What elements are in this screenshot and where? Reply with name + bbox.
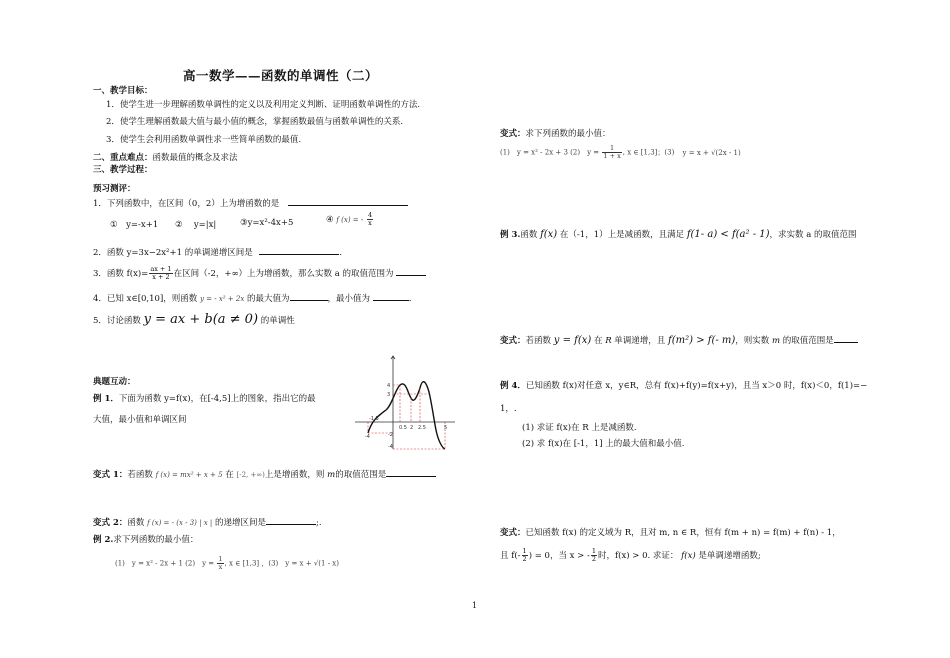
page-title: 高一数学——函数的单调性（二）	[183, 68, 379, 83]
section-process-heading: 三、教学过程：	[93, 165, 153, 175]
question-4-prefix: 4．已知 x∈[0,10]，则函数	[93, 294, 198, 304]
preview-heading: 预习测评：	[93, 184, 136, 194]
example-3-label: 例 3.	[500, 230, 521, 240]
example-2-part-2-domain: , x ∈ [1,3]	[224, 559, 260, 568]
fraction-numerator: 1	[522, 547, 527, 555]
example-2-parts	[115, 556, 339, 571]
example-1-line-2: 大值，最小值和单调区间	[93, 415, 187, 425]
variant-1-suffix: 上是增函数，则	[264, 470, 325, 480]
variant-3-comma: ，则实数	[735, 336, 770, 346]
right-variant-label: 变式：	[500, 129, 526, 139]
question-5-prefix: 5．讨论函数	[93, 316, 141, 326]
example-3-function: f(x)	[540, 229, 558, 240]
q1-option-4-marker: ④	[326, 215, 334, 225]
answer-blank-variant-2	[266, 515, 316, 525]
svg-text:-2: -2	[388, 432, 393, 438]
right-variant-part-2-domain: , x ∈ [1,3]	[622, 148, 658, 157]
fraction-numerator: 1	[218, 555, 223, 563]
q1-option-1: ① y=-x+1	[110, 220, 159, 230]
fraction-denominator: 2	[522, 555, 527, 563]
answer-blank-4a	[290, 291, 328, 301]
fraction-denominator: x	[368, 219, 372, 227]
question-1-text: 1．下列函数中，在区间（0，2）上为增函数的是	[93, 199, 280, 209]
example-4-label: 例 4．	[500, 381, 526, 391]
question-4-mid: 的最大值为	[247, 294, 290, 304]
fraction-denominator: x + 2	[152, 273, 170, 281]
right-variant-part-2-fraction	[602, 145, 621, 160]
svg-text:3: 3	[387, 392, 391, 398]
preview-question-5	[93, 312, 295, 327]
variant-4-line-2	[500, 548, 761, 563]
variant-3-prefix: 若函数	[525, 336, 552, 346]
variant-1-mid: 在	[225, 470, 234, 480]
variant-4-function: f(x)	[681, 551, 696, 561]
variant-3-label: 变式：	[500, 336, 526, 346]
variant-4-part-c: 时，f(x) > 0. 求证：	[597, 551, 679, 561]
variant-1	[93, 467, 436, 480]
example-1-label: 例 1．	[93, 394, 119, 404]
variant-3-variable: m	[772, 336, 781, 346]
question-3-suffix: 在区间（-2，+∞）上为增函数，那么实数 a 的取值范围为	[173, 269, 394, 279]
svg-text:2: 2	[410, 425, 414, 431]
answer-blank-3	[396, 266, 426, 276]
goal-item-2: 2．使学生理解函数最大值与最小值的概念，掌握函数最值与函数单调性的关系.	[106, 117, 404, 127]
example-4-line-1	[500, 379, 867, 391]
variant-2-prefix: 函数	[127, 518, 145, 528]
answer-blank-variant-1	[386, 467, 436, 477]
question-5-function: y = ax + b(a ≠ 0)	[143, 312, 259, 327]
right-variant	[500, 127, 611, 139]
variant-3-in: 在	[593, 336, 603, 346]
fraction-denominator: x	[218, 563, 223, 571]
example-4-question-2: (2) 求 f(x)在 [-1，1] 上的最大值和最小值.	[522, 439, 685, 449]
variant-4-part-e: 是单调递增函数;	[698, 551, 761, 561]
variant-2-label: 变式 2：	[93, 518, 128, 528]
example-4-text: 已知函数 f(x)对任意 x，y∈R，总有 f(x)+f(y)=f(x+y)，且当 x＞0 时，f(x)＜0，f(1)=−	[525, 381, 868, 391]
right-variant-part-1: (1) y = x² - 2x + 3	[500, 148, 568, 157]
preview-question-1	[93, 196, 408, 209]
question-4-function: y = - x² + 2x	[199, 295, 245, 303]
key-points-heading: 二、重点难点：	[93, 153, 153, 163]
example-3	[500, 228, 857, 240]
variant-4-fraction-1	[522, 548, 528, 563]
variant-4-line-1	[500, 526, 841, 538]
fraction-numerator: 4	[367, 211, 373, 219]
page-number: 1	[472, 601, 478, 610]
preview-question-4	[93, 291, 417, 304]
fraction-numerator: 1	[602, 145, 621, 153]
variant-2-function: f (x) = - (x - 3) | x |	[147, 519, 213, 527]
variant-2	[93, 515, 322, 528]
question-3-fraction	[149, 266, 172, 281]
variant-4-fraction-2	[591, 548, 597, 563]
section-teaching-goals-heading: 一、教学目标：	[93, 86, 153, 96]
right-variant-text: 求下列函数的最小值：	[525, 129, 611, 139]
question-2-text: 2．函数 y=3x−2x²+1 的单调递增区间是	[93, 248, 253, 258]
example-4-question-1: (1) 求证 f(x)在 R 上是减函数.	[522, 423, 637, 433]
variant-1-interval: [-2, +∞)	[236, 471, 265, 479]
example-4-line-2: 1，.	[500, 404, 517, 414]
function-graph	[350, 350, 460, 450]
variant-1-prefix: 若函数	[127, 470, 153, 480]
svg-text:4: 4	[387, 383, 391, 389]
key-points-text: 函数最值的概念及求法	[152, 153, 238, 163]
svg-text:5: 5	[444, 425, 448, 431]
goal-item-1: 1．使学生进一步理解函数单调性的定义以及利用定义判断、证明函数单调性的方法.	[106, 100, 421, 110]
question-4-period: ．	[408, 294, 418, 304]
section-key-points	[93, 151, 238, 163]
variant-1-variable: m	[327, 470, 336, 480]
graph-tick-labels	[365, 383, 447, 450]
right-variant-part-3: y = x + √(2x - 1)	[682, 148, 741, 157]
preview-question-2: 2．函数 y=3x−2x²+1 的单调递增区间是 .	[93, 245, 342, 258]
example-2-label: 例 2.	[93, 535, 114, 545]
variant-3-inequality: f(m²) > f(- m)	[668, 335, 736, 346]
fraction-denominator: 2	[591, 555, 596, 563]
example-3-suffix: ，求实数 a 的取值范围	[769, 230, 857, 240]
fraction-numerator: 1	[591, 547, 596, 555]
variant-2-end: ;.	[315, 518, 322, 528]
variant-4-text: 已知函数 f(x) 的定义域为 R，且对 m, n ∈ R，恒有 f(m + n) = f(m) + f(n) - 1，	[525, 528, 841, 538]
fraction-denominator: 1 + x	[603, 152, 621, 160]
question-5-suffix: 的单调性	[260, 316, 295, 326]
example-2	[93, 533, 198, 545]
right-variant-part-2-prefix: (2) y =	[570, 148, 600, 157]
variant-2-mid: 的递增区间是	[214, 518, 266, 528]
question-4-end: ，最小值为	[327, 294, 371, 304]
example-2-part-1: (1) y = x² - 2x + 1	[115, 559, 183, 568]
goal-item-3: 3．使学生会利用函数单调性求一些简单函数的最值.	[106, 135, 302, 145]
svg-text:-4: -4	[388, 444, 393, 450]
answer-blank-variant-3	[834, 333, 858, 343]
right-variant-parts	[500, 145, 741, 160]
example-2-part-2-prefix: (2) y =	[185, 559, 215, 568]
variant-1-function: f (x) = mx² + x + 5	[155, 471, 223, 479]
svg-text:-4: -4	[365, 434, 370, 440]
example-3-mid: 在（-1，1）上是减函数，且满足	[559, 230, 685, 240]
interaction-heading: 典题互动：	[93, 377, 136, 387]
q1-option-4-fraction	[367, 212, 373, 227]
variant-4-part-b: ) = 0，当 x > -	[528, 551, 590, 561]
example-3-inequality: f(1- a) < f(a² - 1)	[686, 229, 770, 240]
answer-blank-2	[259, 245, 339, 255]
example-2-part-2-fraction	[217, 556, 223, 571]
function-curve	[368, 382, 448, 449]
example-1-text: 下面为函数 y=f(x)，在[-4,5]上的图象，指出它的最	[118, 394, 316, 404]
variant-3-end: 的取值范围是	[782, 336, 834, 346]
answer-blank-1	[288, 196, 408, 206]
variant-3-function: y = f(x)	[553, 335, 592, 346]
example-3-prefix: 函数	[520, 230, 538, 240]
q1-option-4	[326, 212, 374, 227]
variant-4-part-a: 且 f(-	[500, 551, 521, 561]
svg-text:-1.5: -1.5	[369, 416, 379, 422]
variant-4-label: 变式：	[500, 528, 526, 538]
svg-text:0.5: 0.5	[399, 425, 407, 431]
variant-1-end: 的取值范围是	[335, 470, 387, 480]
q1-option-3: ③y=x²-4x+5	[240, 218, 294, 228]
preview-question-3	[93, 266, 426, 281]
variant-1-label: 变式 1：	[93, 470, 128, 480]
right-variant-part-3-label: ；(3)	[657, 148, 675, 157]
q1-option-2: ② y=|x|	[175, 220, 217, 230]
svg-text:2.5: 2.5	[418, 425, 426, 431]
answer-blank-4b	[373, 291, 409, 301]
example-1-line-1	[93, 392, 316, 404]
example-2-text: 求下列函数的最小值：	[113, 535, 199, 545]
variant-3-mid: 单调递增，且	[614, 336, 666, 346]
q1-option-4-func: f (x) = -	[336, 216, 364, 224]
fraction-numerator: ax + 1	[150, 265, 172, 273]
variant-3	[500, 333, 858, 346]
question-3-prefix: 3．函数 f(x)=	[93, 269, 149, 279]
example-2-part-3: ，(3) y = x + √(1 - x)	[261, 559, 339, 568]
variant-3-real-set: R	[605, 336, 612, 346]
